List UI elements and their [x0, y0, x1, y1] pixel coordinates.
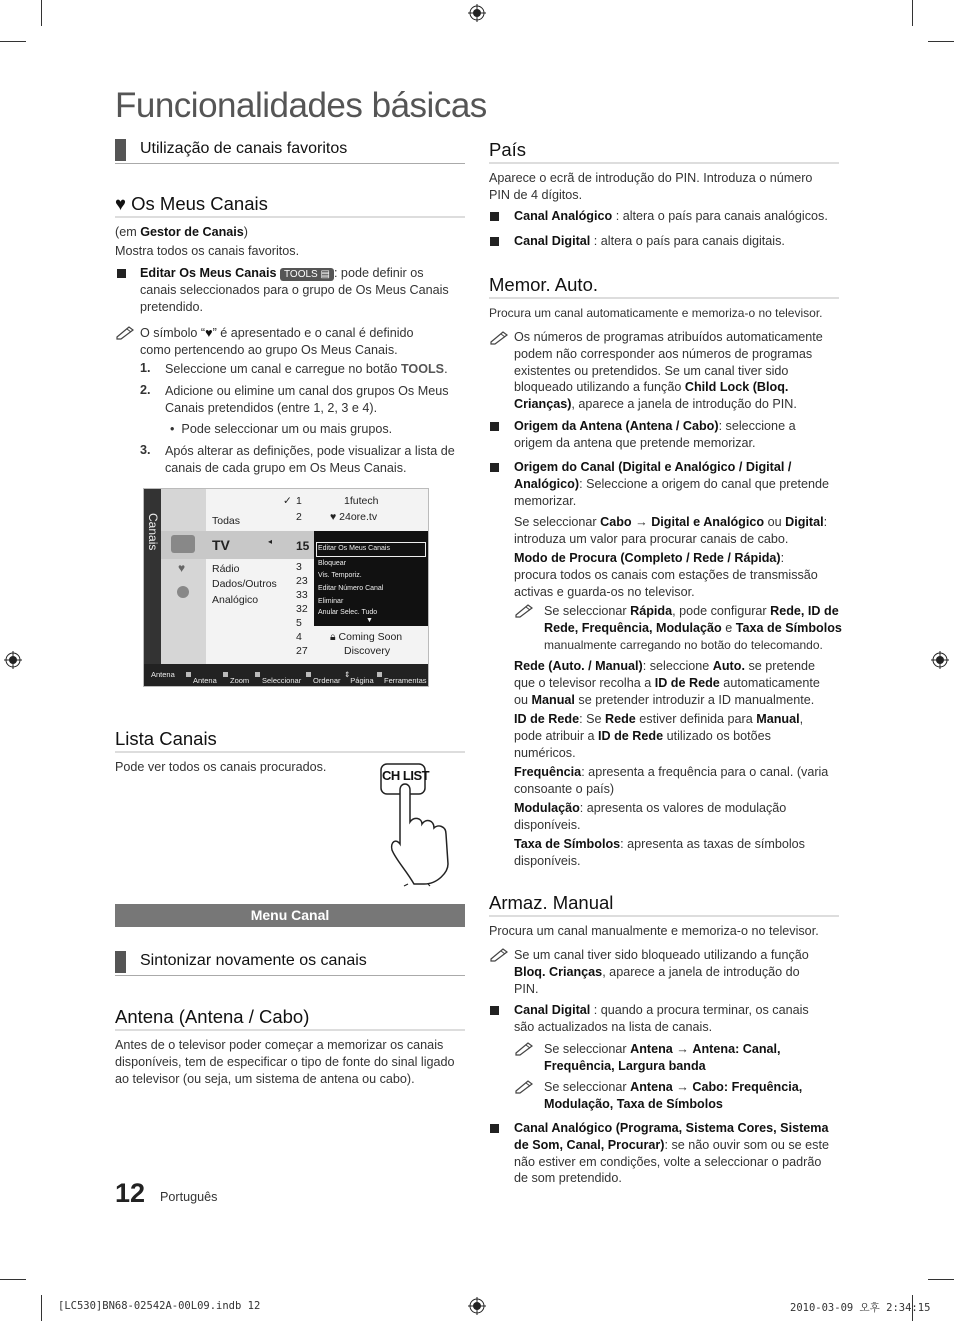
taxa-simbolos-item: Taxa de Símbolos: apresenta as taxas de símbolos disponíveis. — [514, 837, 805, 868]
cabo-info: Se seleccionar Cabo → Digital e Analógico ou Digital: introduza um valor para procurar canais de cabo. — [514, 515, 828, 546]
bullet-icon — [490, 1124, 499, 1133]
note-simbolo: O símbolo “♥” é apresentado e o canal é definido como pertencendo ao grupo Os Meus Canais. — [140, 326, 414, 357]
subhead-favoritos: Utilização de canais favoritos — [115, 139, 465, 164]
popup-item[interactable]: Editar Os Meus Canais — [318, 545, 390, 552]
popup-more-icon: ▼ — [366, 617, 373, 624]
pais-canal-digital: Canal Digital : altera o país para canais digitais. — [514, 234, 785, 248]
step-number: 2. — [140, 383, 151, 397]
meus-canais-context: (em Gestor de Canais) — [115, 225, 248, 239]
check-icon: ✓ — [283, 495, 292, 507]
arrow-left-icon: ◂ — [268, 537, 273, 546]
modo-procura: Modo de Procura (Completo / Rede / Rápida): procura todos os canais com estações de transmissão activas e guarda-os no televisor. — [514, 551, 818, 599]
rapida-note: Se seleccionar Rápida, pode configurar Rede, ID de Rede, Frequência, Modulação e Taxa de Símbolos manualmente carregando no botão do telecomando. — [544, 604, 842, 652]
origem-antena-item: Origem da Antena (Antena / Cabo): seleccione a origem da antena que pretende memorizar. — [514, 419, 796, 450]
heart-icon: ♥ — [205, 326, 213, 340]
bullet-icon — [117, 269, 126, 278]
cabo-freq-note: Se seleccionar Antena → Cabo: Frequência, Modulação, Taxa de Símbolos — [544, 1080, 803, 1111]
popup-item[interactable]: Editar Número Canal — [318, 585, 384, 592]
registration-mark-icon — [931, 651, 949, 669]
modulacao-item: Modulação: apresenta os valores de modulação disponíveis. — [514, 801, 787, 832]
memor-note: Os números de programas atribuídos automaticamente podem não corresponder aos números de programas existentes ou pretendidos. Se um canal tiver sido bloqueado utilizando a função Child Lock (Bloq. Crianças), aparece a janela de introdução do PIN. — [514, 330, 823, 412]
editar-meus-canais-item: Editar Os Meus Canais TOOLS ▤ : pode definir os canais seleccionados para o grupo de Os Meus Canais pretendido. — [140, 266, 449, 314]
section-os-meus-canais: ♥ Os Meus Canais — [115, 193, 465, 218]
note-pencil-icon — [115, 324, 137, 340]
crop-mark — [0, 41, 26, 42]
section-antena: Antena (Antena / Cabo) — [115, 1006, 465, 1031]
section-pais: País — [489, 139, 839, 164]
bullet-icon — [490, 422, 499, 431]
rede-item: Rede (Auto. / Manual): seleccione Auto. se pretende que o televisor recolha a ID de Rede automaticamente ou Manual se pretender introduzir a ID manualmente. — [514, 659, 820, 707]
registration-mark-icon — [468, 4, 486, 22]
step-number: 3. — [140, 443, 151, 457]
armaz-canal-analogico: Canal Analógico (Programa, Sistema Cores, Sistema de Som, Canal, Procurar): se não ouvir som ou se este não estiver em condições, volte a seleccionar o padrão de som pretendido. — [514, 1121, 829, 1186]
armaz-canal-digital: Canal Digital : quando a procura terminar, os canais são actualizados na lista de canais. — [514, 1003, 809, 1034]
step-2-sub: • Pode seleccionar um ou mais grupos. — [170, 422, 393, 436]
frequencia-item: Frequência: apresenta a frequência para o canal. (varia consoante o país) — [514, 765, 829, 796]
armaz-desc: Procura um canal manualmente e memoriza-o no televisor. — [489, 924, 819, 938]
page-language: Português — [160, 1190, 218, 1204]
heart-icon: ♥ — [178, 561, 186, 575]
step-number: 1. — [140, 361, 151, 375]
bullet-icon — [490, 1006, 499, 1015]
antena-canal-note: Se seleccionar Antena → Antena: Canal, Frequência, Largura banda — [544, 1042, 781, 1073]
crop-mark — [928, 1279, 954, 1280]
step-1: Seleccione um canal e carregue no botão TOOLS. — [165, 362, 448, 376]
step-2: Adicione ou elimine um canal dos grupos Os Meus Canais pretendidos (entre 1, 2, 3 e 4). — [165, 384, 449, 415]
origem-canal-item: Origem do Canal (Digital e Analógico / Digital / Analógico): Seleccione a origem do canal que pretende memorizar. — [514, 460, 830, 508]
section-armaz-manual: Armaz. Manual — [489, 892, 839, 917]
id-rede-item: ID de Rede: Se Rede estiver definida para Manual, pode atribuir a ID de Rede utilizado os botões numéricos. — [514, 712, 804, 760]
pais-desc: Aparece o ecrã de introdução do PIN. Introduza o número PIN de 4 dígitos. — [489, 171, 813, 202]
heart-icon: ♥ — [330, 511, 337, 523]
section-memor-auto: Memor. Auto. — [489, 274, 839, 299]
bullet-icon — [490, 463, 499, 472]
bullet-icon — [490, 237, 499, 246]
tools-icon: TOOLS ▤ — [280, 268, 334, 281]
popup-item[interactable]: Anular Selec. Tudo — [318, 609, 378, 616]
note-pencil-icon — [489, 946, 511, 962]
popup-item[interactable]: Vis. Temporiz. — [318, 572, 362, 579]
crop-mark — [41, 1295, 42, 1321]
page-title: Funcionalidades básicas — [115, 86, 487, 125]
crop-mark — [928, 41, 954, 42]
registration-mark-icon — [468, 1297, 486, 1315]
note-pencil-icon — [514, 1078, 536, 1094]
popup-item[interactable]: Eliminar — [318, 598, 344, 605]
page-number: 12 — [115, 1178, 146, 1208]
lock-icon: 🔒︎ — [330, 631, 336, 643]
step-3: Após alterar as definições, pode visualizar a lista de canais de cada grupo em Os Meus Canais. — [165, 444, 455, 475]
tools-popup-menu — [314, 531, 428, 626]
memor-desc: Procura um canal automaticamente e memoriza-o no televisor. — [489, 306, 823, 320]
armaz-note: Se um canal tiver sido bloqueado utilizando a função Bloq. Crianças, aparece a janela de introdução do PIN. — [514, 948, 809, 996]
pais-canal-analogico: Canal Analógico : altera o país para canais analógicos. — [514, 209, 828, 223]
tv-icon — [171, 535, 195, 553]
bullet-icon — [490, 212, 499, 221]
ch-list-button[interactable]: CH LIST — [382, 768, 430, 783]
note-pencil-icon — [514, 1040, 536, 1056]
antena-desc: Antes de o televisor poder começar a memorizar os canais disponíveis, tem de especificar o tipo de fonte do sinal ligado ao televisor (ou seja, um sistema de antena ou cabo). — [115, 1038, 455, 1086]
menu-canal-bar: Menu Canal — [115, 904, 465, 927]
subhead-sintonizar: Sintonizar novamente os canais — [115, 951, 465, 976]
crop-mark — [41, 0, 42, 26]
note-pencil-icon — [489, 329, 511, 345]
registration-mark-icon — [4, 651, 22, 669]
meus-canais-desc: Mostra todos os canais favoritos. — [115, 244, 300, 258]
lista-canais-desc: Pode ver todos os canais procurados. — [115, 760, 327, 774]
note-pencil-icon — [514, 602, 536, 618]
heart-icon: ♥ — [115, 193, 126, 214]
tv-channel-screen: Canais ♥ Todas TV Rádio Dados/Outros Analógico ✓ 1 2 ◂ 15 3 23 33 32 5 4 27 1futech ♥ 24ore.tv 🔒︎ Coming Soon Discovery Editar Os Meus Canais Bloquear Vis. Temporiz. Editar Número Canal Eliminar Anular Selec. Tudo ▼ Antena Antena Zoom Seleccionar Ordenar ⇕ Página Ferramentas — [143, 488, 429, 687]
print-slug-left: [LC530]BN68-02542A-00L09.indb 12 — [58, 1300, 261, 1312]
crop-mark — [0, 1279, 26, 1280]
tv-bottom-bar: Antena Antena Zoom Seleccionar Ordenar ⇕ Página Ferramentas — [144, 664, 428, 686]
crop-mark — [912, 0, 913, 26]
section-lista-canais: Lista Canais — [115, 728, 465, 753]
popup-item[interactable]: Bloquear — [318, 560, 347, 567]
globe-icon — [177, 586, 189, 598]
print-slug-right: 2010-03-09 오후 2:34:15 — [790, 1302, 931, 1314]
